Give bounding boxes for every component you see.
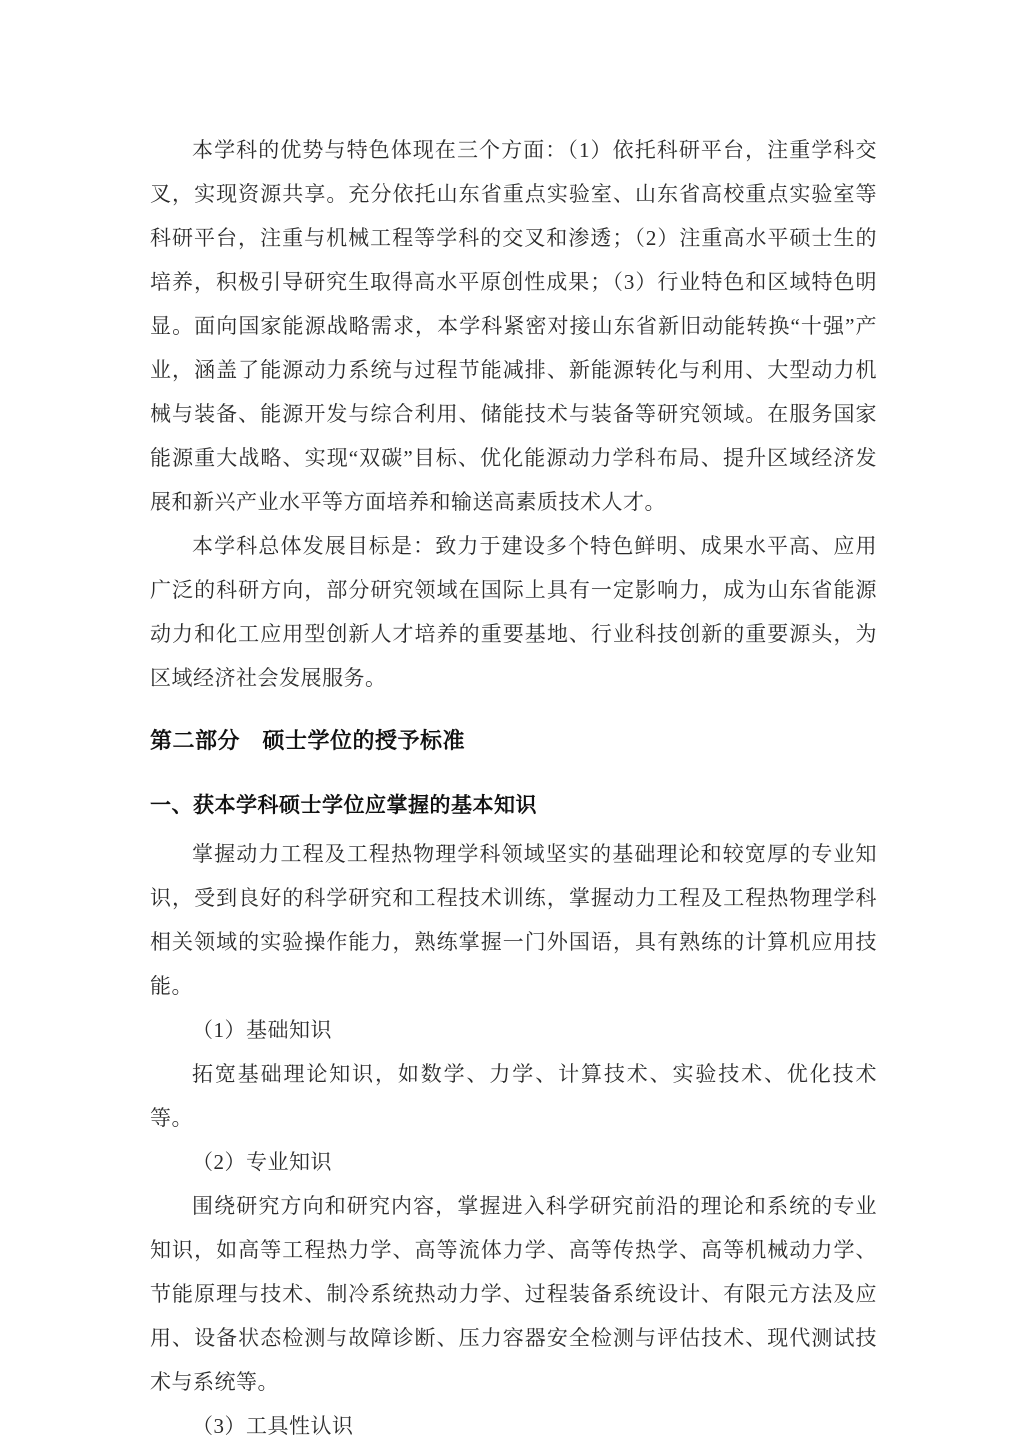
- part-two-heading: 第二部分 硕士学位的授予标准: [150, 728, 466, 753]
- paragraph-discipline-advantages: 本学科的优势与特色体现在三个方面：（1）依托科研平台，注重学科交叉，实现资源共享。充分依托山东省重点实验室、山东省高校重点实验室等科研平台，注重与机械工程等学科的交叉和渗透；（2）注重高水平硕士生的培养，积极引导研究生取得高水平原创性成果；（3）行业特色和区域特色明显。面向国家能源战略需求，本学科紧密对接山东省新旧动能转换“十强”产业，涵盖了能源动力系统与过程节能减排、新能源转化与利用、大型动力机械与装备、能源开发与综合利用、储能技术与装备等研究领域。在服务国家能源重大战略、实现“双碳”目标、优化能源动力学科布局、提升区域经济发展和新兴产业水平等方面培养和输送高素质技术人才。: [150, 138, 877, 514]
- paragraph-basic-knowledge-intro: 掌握动力工程及工程热物理学科领域坚实的基础理论和较宽厚的专业知识，受到良好的科学研究和工程技术训练，掌握动力工程及工程热物理学科相关领域的实验操作能力，熟练掌握一门外国语，具有熟练的计算机应用技能。: [150, 842, 877, 998]
- item-2-professional-knowledge-label: （2）专业知识: [192, 1150, 332, 1174]
- paragraph-development-goals: 本学科总体发展目标是：致力于建设多个特色鲜明、成果水平高、应用广泛的科研方向，部分研究领域在国际上具有一定影响力，成为山东省能源动力和化工应用型创新人才培养的重要基地、行业科技创新的重要源头，为区域经济社会发展服务。: [150, 534, 877, 690]
- item-3-instrumental-knowledge-label: （3）工具性认识: [192, 1414, 354, 1438]
- item-1-basic-knowledge-text: 拓宽基础理论知识，如数学、力学、计算技术、实验技术、优化技术等。: [150, 1062, 877, 1130]
- item-2-professional-knowledge-text: 围绕研究方向和研究内容，掌握进入科学研究前沿的理论和系统的专业知识，如高等工程热力学、高等流体力学、高等传热学、高等机械动力学、节能原理与技术、制冷系统热动力学、过程装备系统设计、有限元方法及应用、设备状态检测与故障诊断、压力容器安全检测与评估技术、现代测试技术与系统等。: [150, 1194, 877, 1394]
- item-1-basic-knowledge-label: （1）基础知识: [192, 1018, 332, 1042]
- section-one-heading: 一、获本学科硕士学位应掌握的基本知识: [150, 794, 537, 817]
